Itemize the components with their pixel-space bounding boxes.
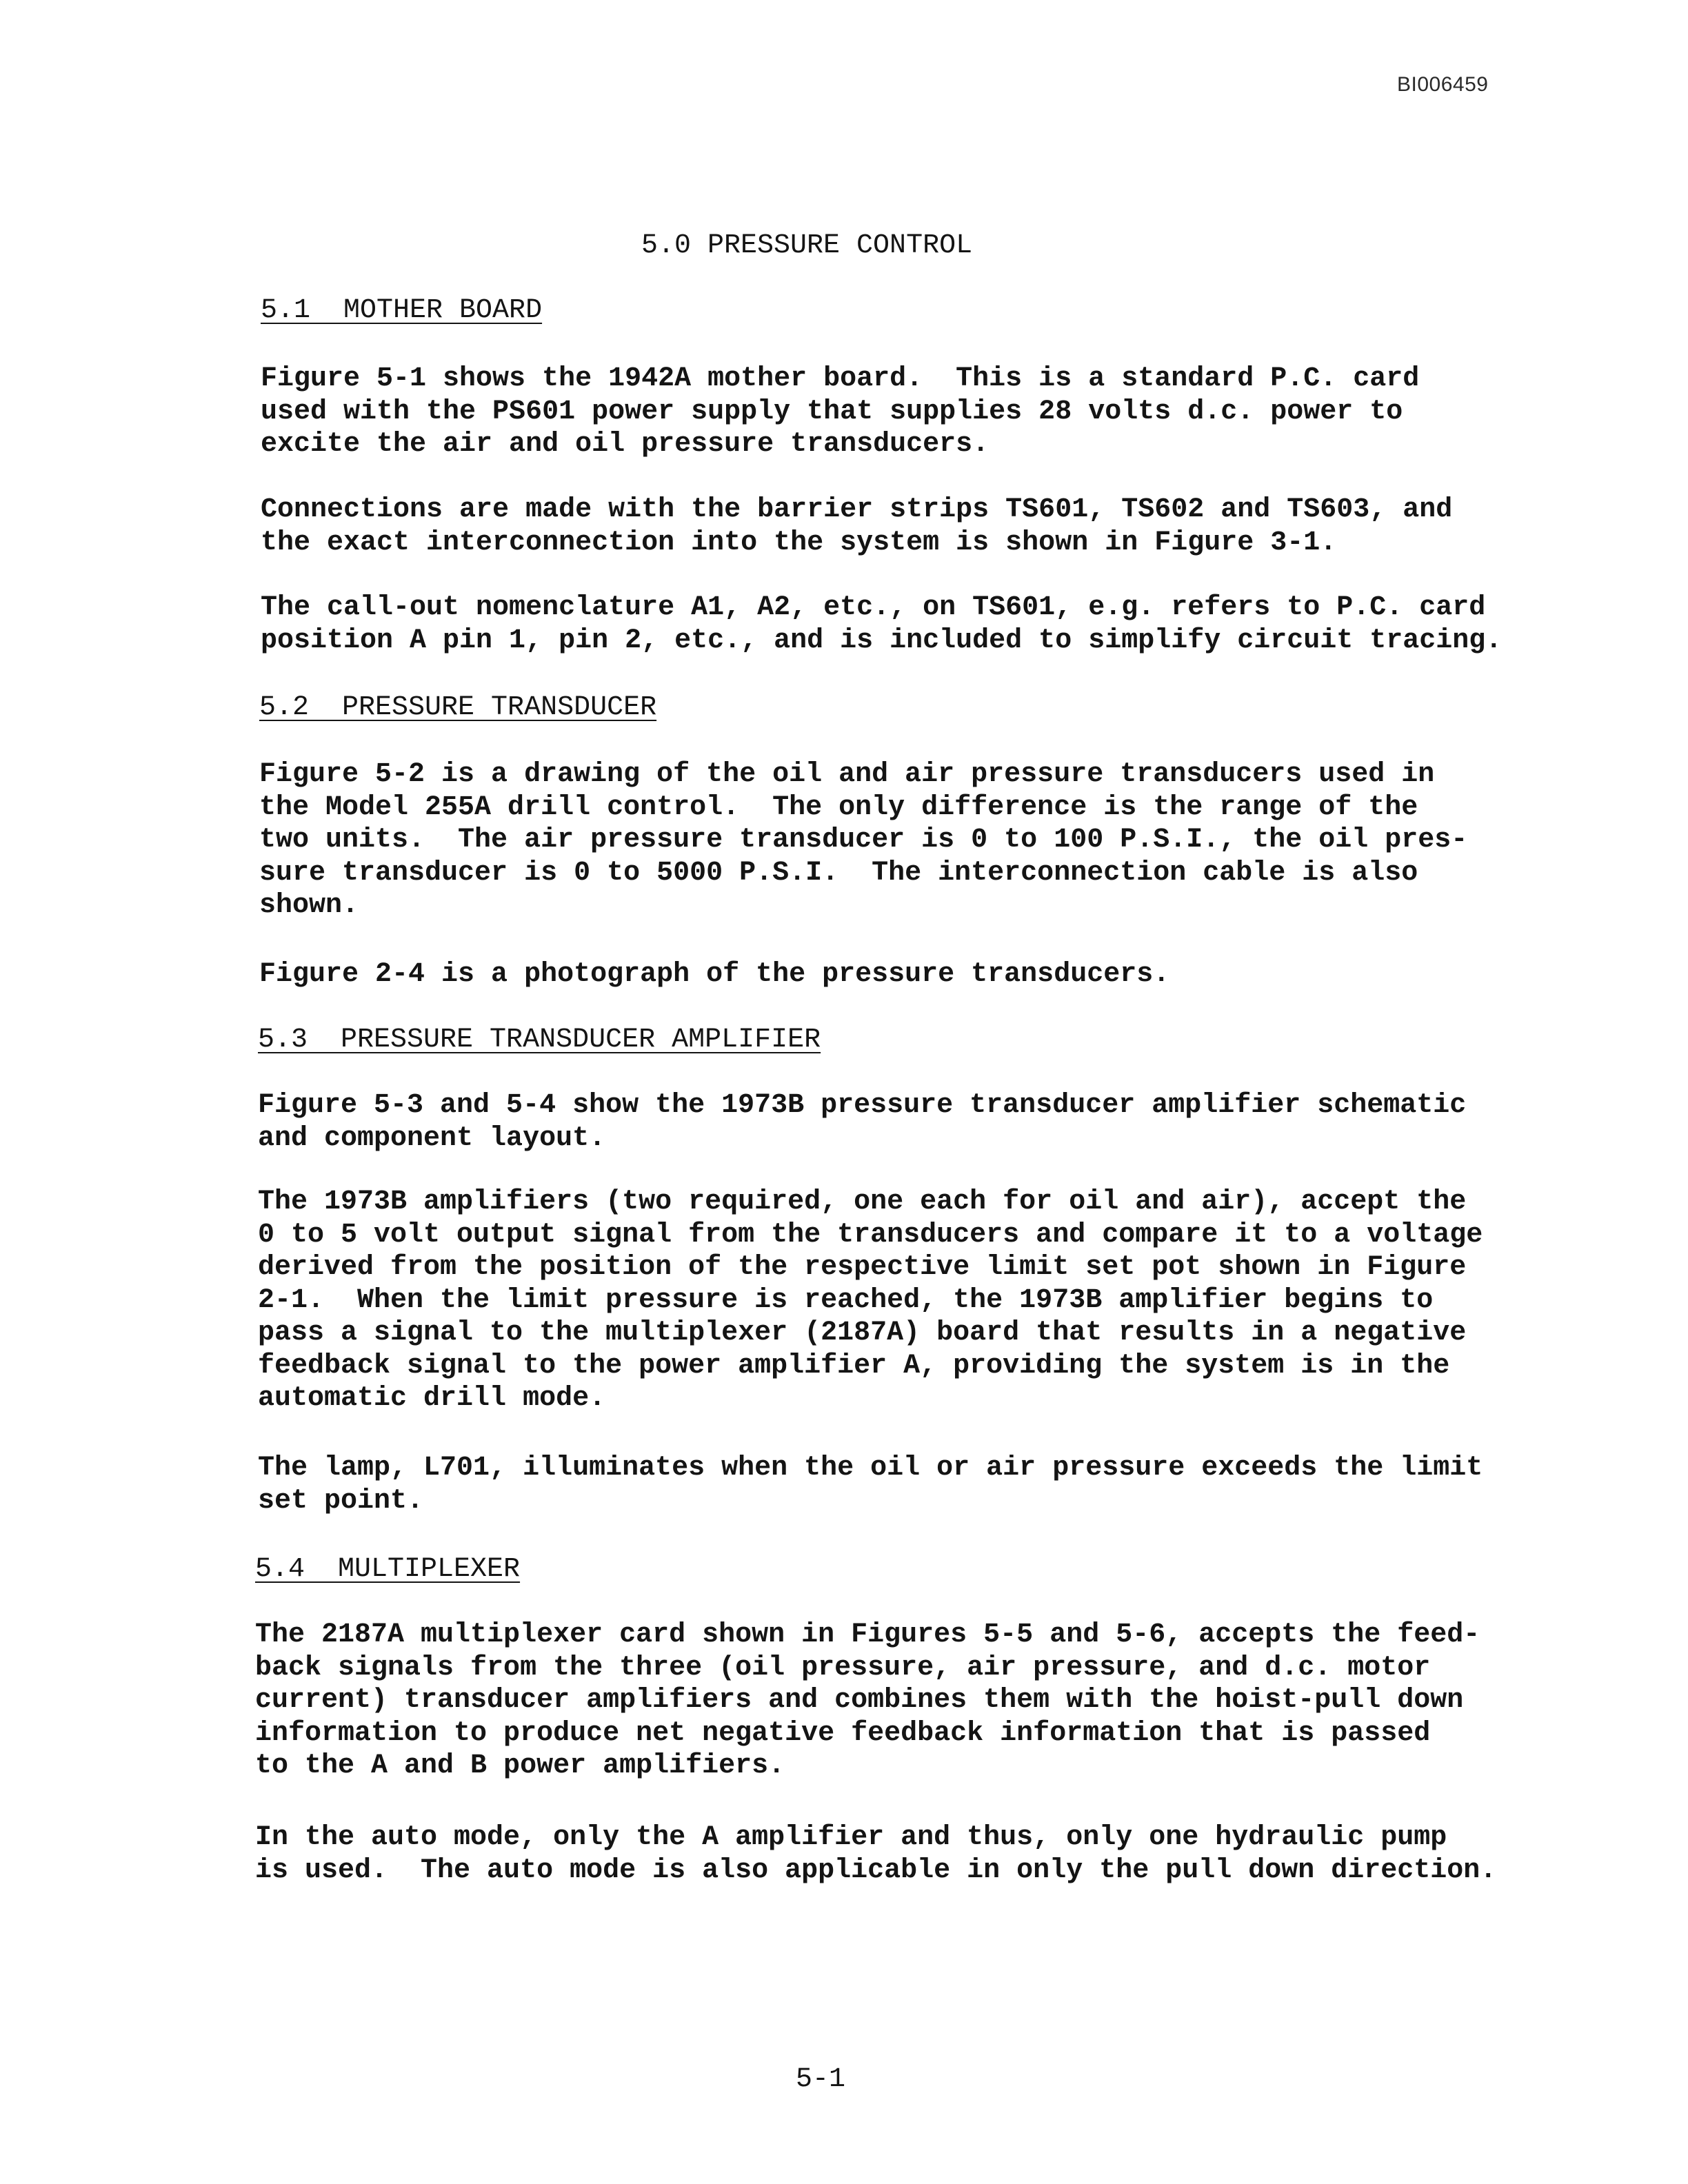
- section-heading-pressure-transducer: 5.2 PRESSURE TRANSDUCER: [259, 692, 657, 723]
- paragraph: The call-out nomenclature A1, A2, etc., on TS601, e.g. refers to P.C. card position A pin 1, pin 2, etc., and is included to simplify circuit tracing.: [261, 592, 1503, 656]
- paragraph: In the auto mode, only the A amplifier and thus, only one hydraulic pump is used. The auto mode is also applicable in only the pull down direction.: [255, 1822, 1497, 1886]
- section-heading-mother-board: 5.1 MOTHER BOARD: [261, 295, 543, 326]
- document-id: BI006459: [1397, 73, 1489, 96]
- paragraph: Connections are made with the barrier strips TS601, TS602 and TS603, and the exact interconnection into the system is shown in Figure 3-1.: [261, 494, 1453, 558]
- paragraph: Figure 2-4 is a photograph of the pressure transducers.: [259, 959, 1170, 990]
- paragraph: Figure 5-3 and 5-4 show the 1973B pressure transducer amplifier schematic and component layout.: [258, 1090, 1467, 1154]
- section-heading-multiplexer: 5.4 MULTIPLEXER: [255, 1554, 521, 1585]
- page-title: 5.0 PRESSURE CONTROL: [641, 230, 973, 261]
- section-heading-pressure-transducer-amplifier: 5.3 PRESSURE TRANSDUCER AMPLIFIER: [258, 1024, 821, 1055]
- paragraph: The 1973B amplifiers (two required, one each for oil and air), accept the 0 to 5 volt output signal from the transducers and compare it to a voltage derived from the position of the respective limit set pot shown in Figure 2-1. When the limit pressure is reached, the 1973B amplifier begins to pass a signal to the multiplexer (2187A) board that results in a negative feedback signal to the power amplifier A, providing the system is in the automatic drill mode.: [258, 1186, 1483, 1414]
- paragraph: The 2187A multiplexer card shown in Figures 5-5 and 5-6, accepts the feed- back signals from the three (oil pressure, air pressure, and d.c. motor current) transducer amplifiers and combines them with the hoist-pull down information to produce net negative feedback information that is passed to the A and B power amplifiers.: [255, 1619, 1480, 1781]
- page-number: 5-1: [796, 2064, 846, 2095]
- paragraph: The lamp, L701, illuminates when the oil or air pressure exceeds the limit set point.: [258, 1453, 1483, 1517]
- paragraph: Figure 5-1 shows the 1942A mother board. This is a standard P.C. card used with the PS601 power supply that supplies 28 volts d.c. power to excite the air and oil pressure transducers.: [261, 363, 1420, 460]
- paragraph: Figure 5-2 is a drawing of the oil and air pressure transducers used in the Model 255A drill control. The only difference is the range of the two units. The air pressure transducer is 0 to 100 P.S.I., the oil pres- sure transducer is 0 to 5000 P.S.I. The interconnection cable is also shown.: [259, 759, 1468, 921]
